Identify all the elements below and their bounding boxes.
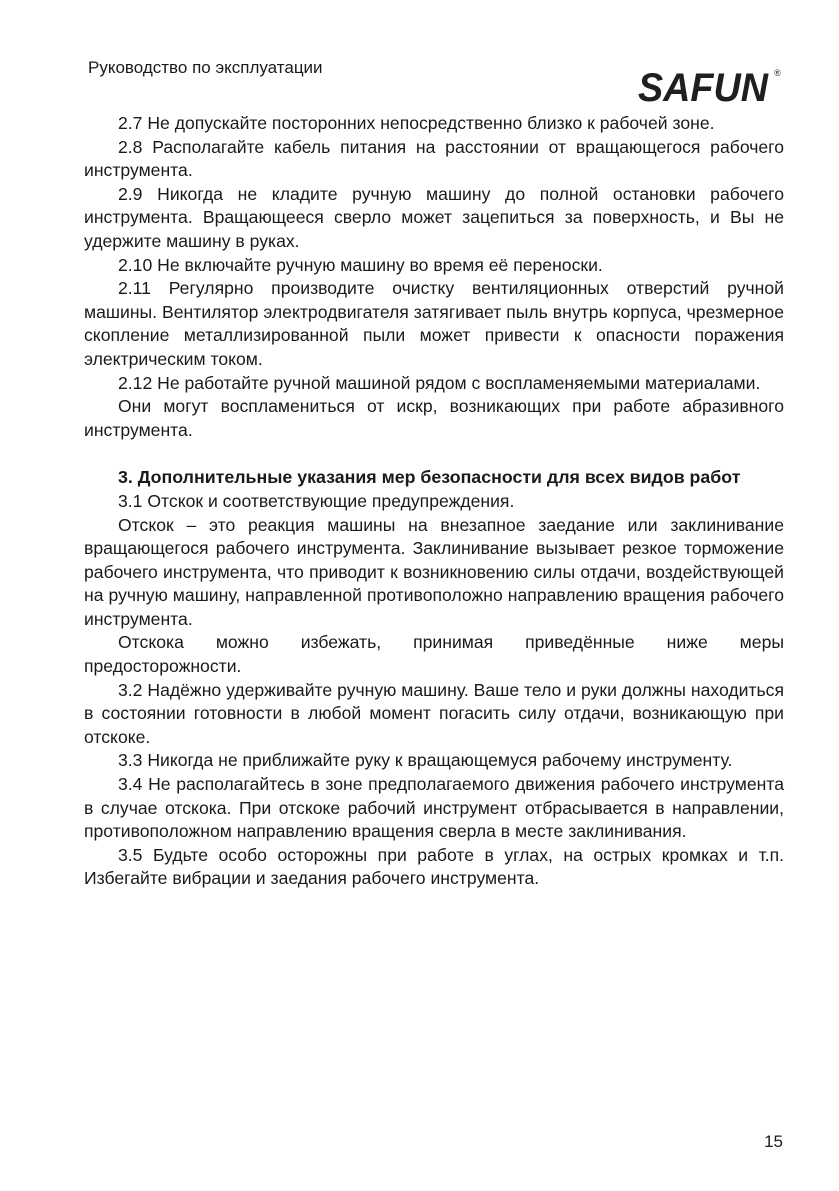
paragraph-2-11: 2.11 Регулярно производите очистку вентиляционных отверстий ручной машины. Вентилятор электродвигателя затягивает пыль внутрь корпуса, чрезмерное скопление металлизированной пыли может привести к опасности поражения электрическим током.	[84, 278, 784, 369]
paragraph-kickback-definition: Отскок – это реакция машины на внезапное заедание или заклинивание вращающегося рабочего инструмента. Заклинивание вызывает резкое торможение рабочего инструмента, что приводит к возникновению силы отдачи, воздействующей на ручную машину, направленной противоположно направлению вращения рабочего инструмента.	[84, 514, 784, 629]
paragraph-3-1: 3.1 Отскок и соответствующие предупреждения.	[118, 490, 515, 511]
logo-registered-mark: ®	[774, 68, 781, 78]
paragraph-2-12: 2.12 Не работайте ручной машиной рядом с воспламеняемыми материалами.	[118, 372, 761, 393]
paragraph-2-8: 2.8 Располагайте кабель питания на расстоянии от вращающегося рабочего инструмента.	[84, 136, 784, 181]
logo-text: SAFUN	[638, 66, 770, 106]
paragraph-3-2: 3.2 Надёжно удерживайте ручную машину. Ваше тело и руки должны находиться в состоянии готовности в любой момент погасить силу отдачи, возникающую при отскоке.	[84, 679, 784, 747]
header-title: Руководство по эксплуатации	[88, 58, 323, 77]
paragraph-3-3: 3.3 Никогда не приближайте руку к вращающемуся рабочему инструменту.	[118, 750, 733, 771]
paragraph-sparks: Они могут воспламениться от искр, возникающих при работе абразивного инструмента.	[84, 396, 784, 440]
paragraph-2-10: 2.10 Не включайте ручную машину во время её переноски.	[118, 254, 603, 275]
paragraph-2-9: 2.9 Никогда не кладите ручную машину до полной остановки рабочего инструмента. Вращающееся сверло может зацепиться за поверхность, и Вы не удержите машину в руках.	[84, 183, 784, 251]
paragraph-kickback-avoid: Отскока можно избежать, принимая приведённые ниже меры предосторожности.	[84, 632, 784, 677]
page-number: 15	[764, 1132, 783, 1151]
paragraph-2-7: 2.7 Не допускайте посторонних непосредственно близко к рабочей зоне.	[118, 113, 715, 133]
safun-logo	[636, 66, 784, 106]
page-content	[84, 112, 784, 891]
section-3-title: 3. Дополнительные указания мер безопасности для всех видов работ	[118, 467, 741, 488]
paragraph-3-5: 3.5 Будьте особо осторожны при работе в углах, на острых кромках и т.п. Избегайте вибрации и заедания рабочего инструмента.	[84, 844, 784, 889]
paragraph-3-4: 3.4 Не располагайтесь в зоне предполагаемого движения рабочего инструмента в случае отскока. При отскоке рабочий инструмент отбрасывается в направлении, противоположном направлению вращения сверла в месте заклинивания.	[84, 774, 784, 842]
